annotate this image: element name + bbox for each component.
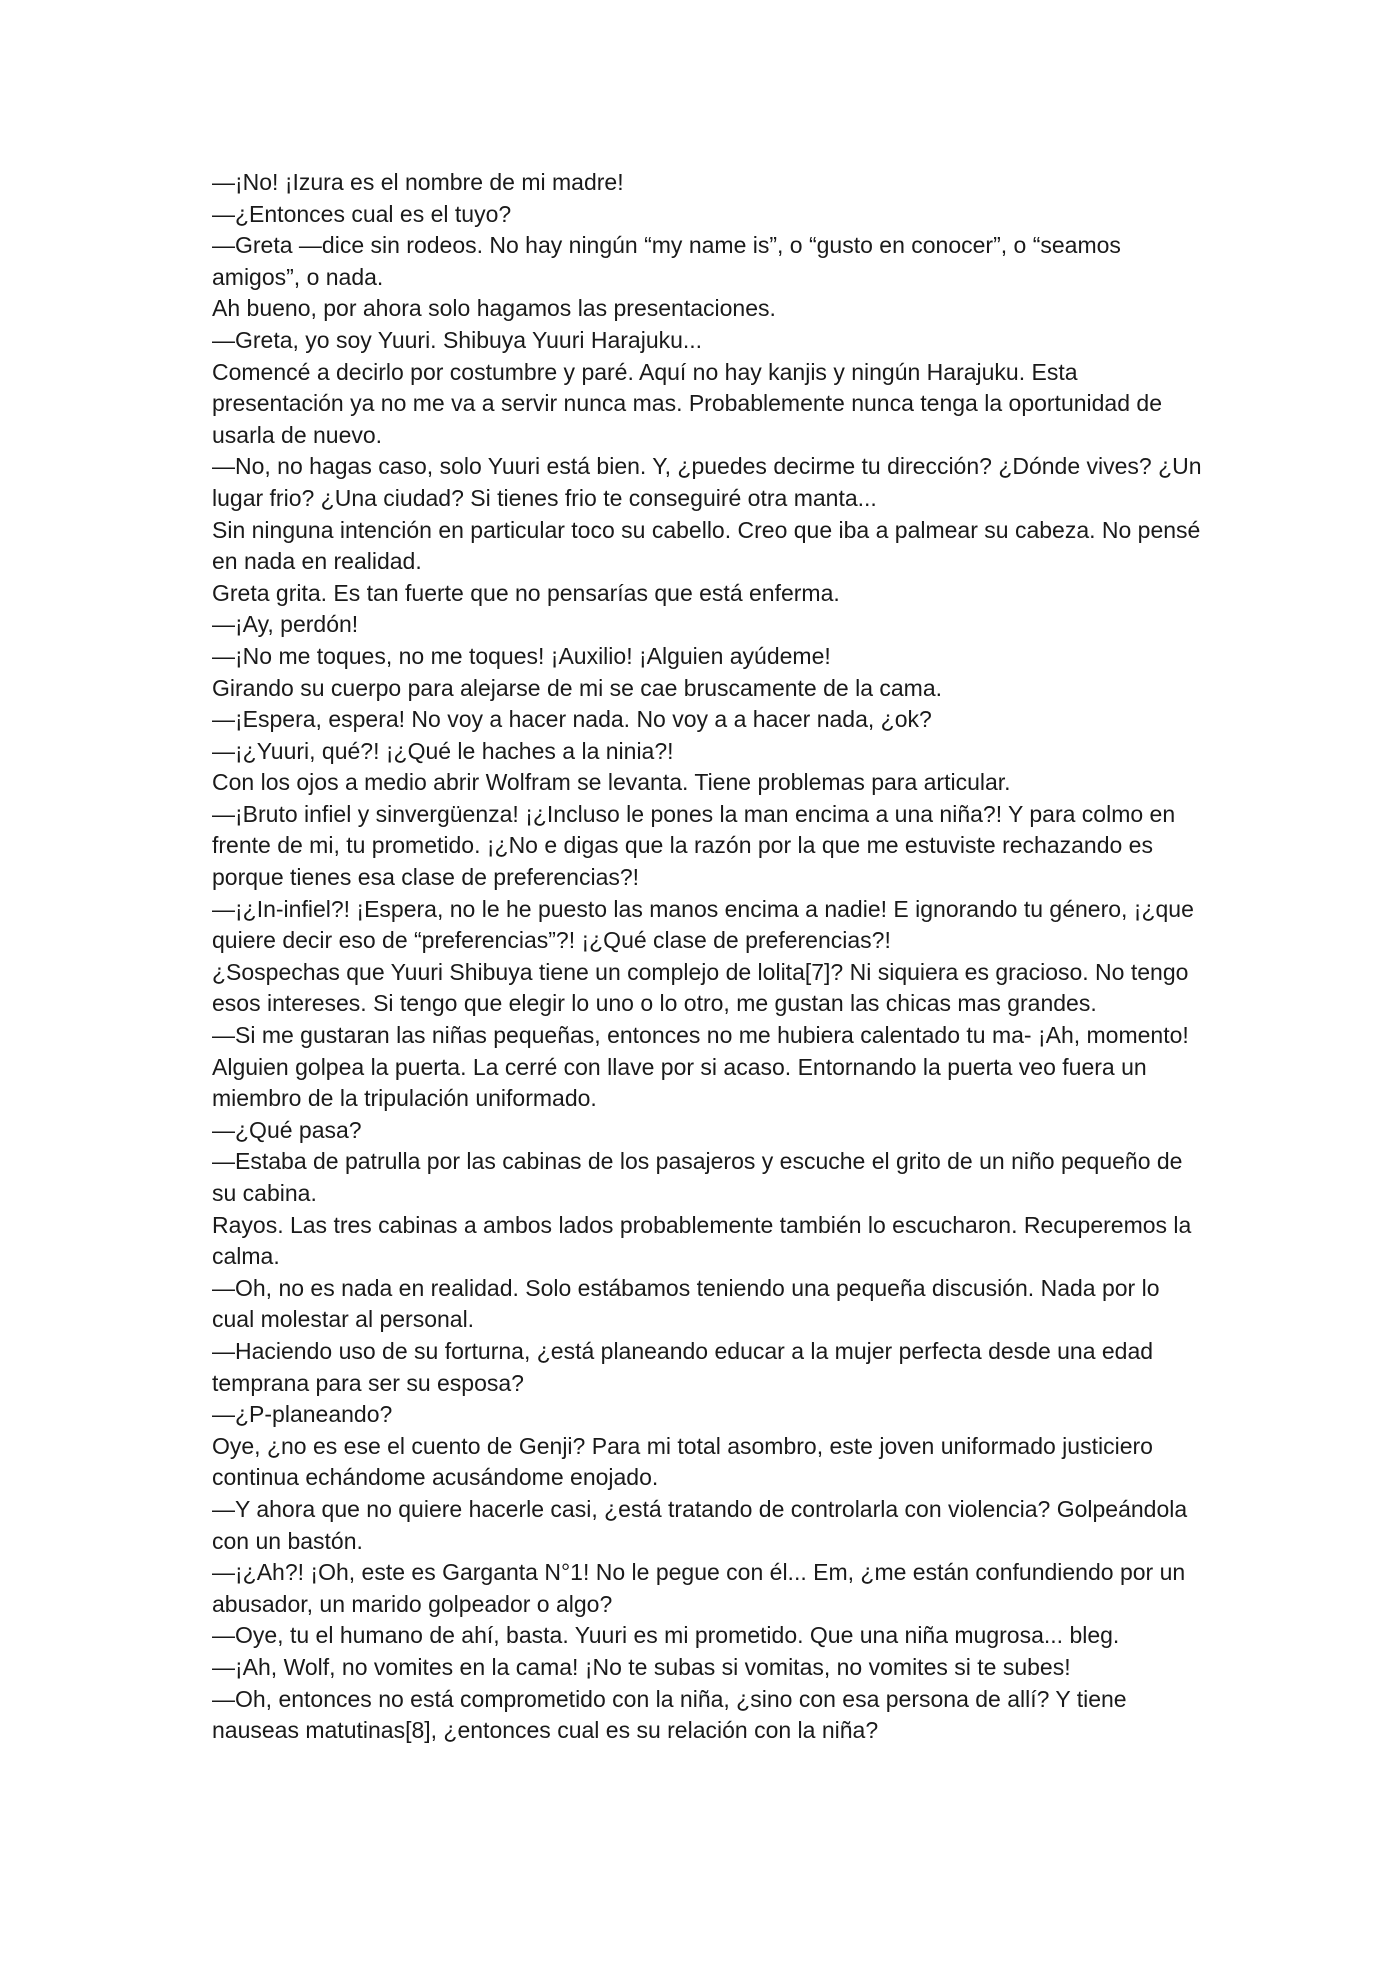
paragraph: Alguien golpea la puerta. La cerré con llave por si acaso. Entornando la puerta veo fuera un miembro de la tripulación uniformado.: [212, 1053, 1147, 1112]
paragraph: —Oh, entonces no está comprometido con la niña, ¿sino con esa persona de allí? Y tiene nauseas matutinas[8], ¿entonces cual es su relación con la niña?: [212, 1685, 1127, 1744]
paragraph: Con los ojos a medio abrir Wolfram se levanta. Tiene problemas para articular.: [212, 769, 1011, 796]
paragraph: ¿Sospechas que Yuuri Shibuya tiene un complejo de lolita[7]? Ni siquiera es gracioso. No tengo esos intereses. Si tengo que elegir lo uno o lo otro, me gustan las chicas mas grandes.: [212, 958, 1189, 1017]
paragraph: —No, no hagas caso, solo Yuuri está bien. Y, ¿puedes decirme tu dirección? ¿Dónde vives? ¿Un lugar frio? ¿Una ciudad? Si tienes frio te conseguiré otra manta...: [212, 453, 1202, 511]
paragraph: —Haciendo uso de su forturna, ¿está planeando educar a la mujer perfecta desde una edad temprana para ser su esposa?: [212, 1337, 1154, 1396]
paragraph: Girando su cuerpo para alejarse de mi se cae bruscamente de la cama.: [212, 674, 943, 701]
paragraph: —¡¿Yuuri, qué?! ¡¿Qué le haches a la ninia?!: [212, 737, 674, 764]
paragraph: —¡Bruto infiel y sinvergüenza! ¡¿Incluso le pones la man encima a una niña?! Y para colmo en frente de mi, tu prometido. ¡¿No e digas que la razón por la que me estuviste rechazando es porque tienes esa clase de preferencias?!: [212, 800, 1176, 891]
paragraph: Comencé a decirlo por costumbre y paré. Aquí no hay kanjis y ningún Harajuku. Esta presentación ya no me va a servir nunca mas. Probablemente nunca tenga la oportunidad de usarla de nuevo.: [212, 358, 1162, 448]
paragraph: Ah bueno, por ahora solo hagamos las presentaciones.: [212, 295, 776, 322]
paragraph: —¿Entonces cual es el tuyo?: [212, 200, 512, 227]
paragraph: Rayos. Las tres cabinas a ambos lados probablemente también lo escucharon. Recuperemos la calma.: [212, 1211, 1192, 1270]
paragraph: —Oye, tu el humano de ahí, basta. Yuuri es mi prometido. Que una niña mugrosa... bleg.: [212, 1622, 1120, 1649]
paragraph: —Oh, no es nada en realidad. Solo estábamos teniendo una pequeña discusión. Nada por lo cual molestar al personal.: [212, 1274, 1160, 1333]
paragraph: —¡¿In-infiel?! ¡Espera, no le he puesto las manos encima a nadie! E ignorando tu género, ¡¿que quiere decir eso de “preferencias”?! ¡¿Qué clase de preferencias?!: [212, 895, 1194, 954]
paragraph: —Greta, yo soy Yuuri. Shibuya Yuuri Harajuku...: [212, 326, 703, 353]
paragraph: —¡No! ¡Izura es el nombre de mi madre!: [212, 169, 624, 195]
paragraph: —¡Ah, Wolf, no vomites en la cama! ¡No te subas si vomitas, no vomites si te subes!: [212, 1653, 1071, 1680]
paragraph: Sin ninguna intención en particular toco su cabello. Creo que iba a palmear su cabeza. No pensé en nada en realidad.: [212, 516, 1201, 575]
paragraph: Greta grita. Es tan fuerte que no pensarías que está enferma.: [212, 579, 840, 606]
paragraph: —¡Espera, espera! No voy a hacer nada. No voy a a hacer nada, ¿ok?: [212, 706, 932, 733]
paragraph: —¿P-planeando?: [212, 1401, 393, 1428]
paragraph: —Estaba de patrulla por las cabinas de los pasajeros y escuche el grito de un niño pequeño de su cabina.: [212, 1148, 1183, 1206]
paragraph: —¡Ay, perdón!: [212, 611, 359, 638]
paragraph: —Y ahora que no quiere hacerle casi, ¿está tratando de controlarla con violencia? Golpeándola con un bastón.: [212, 1495, 1188, 1554]
paragraph: —Si me gustaran las niñas pequeñas, entonces no me hubiera calentado tu ma- ¡Ah, momento!: [212, 1022, 1189, 1049]
paragraph: Oye, ¿no es ese el cuento de Genji? Para mi total asombro, este joven uniformado justiciero continua echándome acusándome enojado.: [212, 1432, 1153, 1491]
text-body: [212, 167, 1202, 1747]
paragraph: —¡No me toques, no me toques! ¡Auxilio! ¡Alguien ayúdeme!: [212, 642, 831, 669]
paragraph: —Greta —dice sin rodeos. No hay ningún “my name is”, o “gusto en conocer”, o “seamos amigos”, o nada.: [212, 232, 1121, 290]
paragraph: —¡¿Ah?! ¡Oh, este es Garganta N°1! No le pegue con él... Em, ¿me están confundiendo por un abusador, un marido golpeador o algo?: [212, 1559, 1186, 1617]
paragraph: —¿Qué pasa?: [212, 1116, 362, 1143]
